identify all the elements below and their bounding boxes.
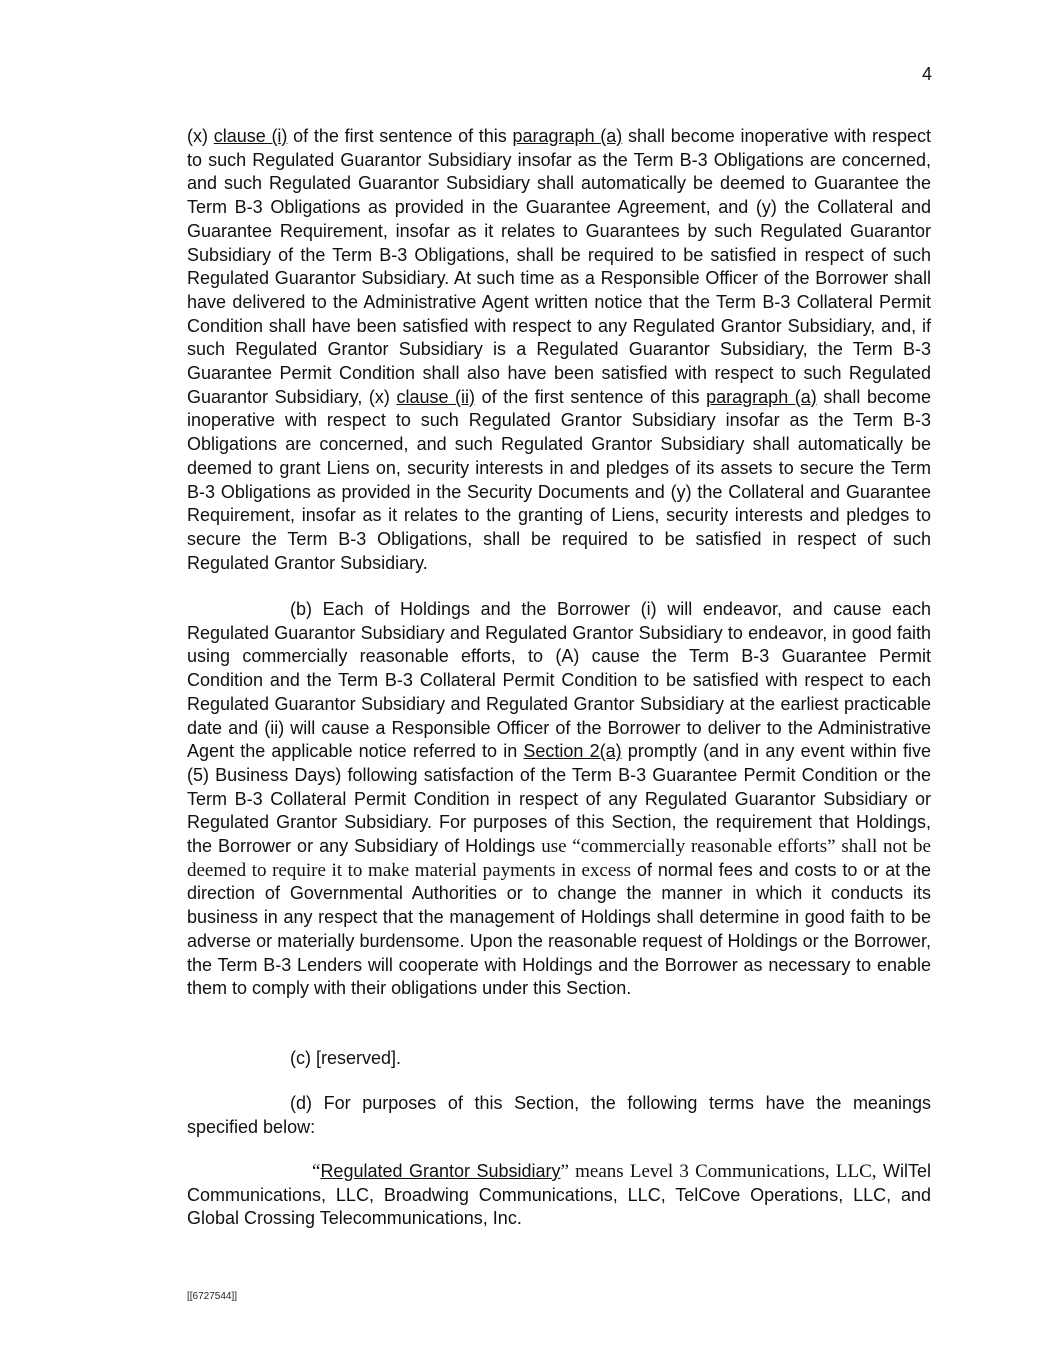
text-run: (x)	[187, 126, 214, 146]
section-2a-reference: Section 2(a)	[523, 741, 622, 762]
open-quote: “	[312, 1161, 321, 1182]
text-run: of normal fees and costs to or at the direction of Governmental Authorities or to change the manner in which it conducts its business in any respect that the management of Holdings shall determine in good faith to be adverse or materially burdensome. Upon the reasonable request of Holdings or the Borrower, the Term B-3 Lenders will cooperate with Holdings and the Borrower as necessary to enable them to comply with their obligations under this Section.	[187, 859, 931, 999]
clause-ii-reference: clause (ii)	[396, 386, 476, 407]
serif-text-run: use “commercially reasonable efforts” shall not be deemed to require it to make material payments in excess	[187, 836, 931, 881]
paragraph-a-reference: paragraph (a)	[706, 386, 817, 407]
paragraph-a-continuation	[187, 125, 931, 575]
text-run: shall become inoperative with respect to such Regulated Grantor Subsidiary insofar as the Term B-3 Obligations are concerned, and such Regulated Grantor Subsidiary shall automatically be deemed to grant Liens on, security interests in and pledges of its assets to secure the Term B-3 Obligations as provided in the Security Documents and (y) the Collateral and Guarantee Requirement, insofar as it relates to the granting of Liens, security interests and pledges to secure the Term B-3 Obligations, shall be required to be satisfied in respect of such Regulated Grantor Subsidiary.	[187, 386, 931, 573]
text-run: of the first sentence of this	[287, 126, 513, 146]
defined-term: Regulated Grantor Subsidiary	[320, 1161, 561, 1181]
page-number: 4	[921, 64, 932, 84]
paragraph-d	[187, 1092, 931, 1139]
text-run: WilTel Communications, LLC, Broadwing Communications, LLC, TelCove Operations, LLC, and Global Crossing Telecommunications, Inc.	[187, 1161, 931, 1229]
text-run: shall become inoperative with respect to such Regulated Guarantor Subsidiary insofar as the Term B-3 Obligations are concerned, and such Regulated Guarantor Subsidiary shall automatically be deemed to Guarantee the Term B-3 Obligations as provided in the Guarantee Agreement, and (y) the Collateral and Guarantee Requirement, insofar as it relates to Guarantees by such Regulated Guarantor Subsidiary of the Term B-3 Obligations, shall be required to be satisfied in respect of such Regulated Guarantor Subsidiary. At such time as a Responsible Officer of the Borrower shall have delivered to the Administrative Agent written notice that the Term B-3 Collateral Permit Condition shall have been satisfied with respect to any Regulated Grantor Subsidiary, and, if such Regulated Grantor Subsidiary is a Regulated Guarantor Subsidiary, the Term B-3 Guarantee Permit Condition shall also have been satisfied with respect to such Regulated Guarantor Subsidiary, (x)	[187, 126, 931, 407]
paragraph-a-reference: paragraph (a)	[512, 126, 623, 146]
document-id: [[6727544]]	[187, 1291, 238, 1302]
text-run: promptly (and in any event within five (5) Business Days) following satisfaction of the Term B-3 Guarantee Permit Condition or the Term B-3 Collateral Permit Condition in respect of any Regulated Guarantor Subsidiary or Regulated Grantor Subsidiary. For purposes of this Section, the requirement that Holdings, the Borrower or any Subsidiary of Holdings	[187, 741, 931, 857]
text-run: (b) Each of Holdings and the Borrower (i) will endeavor, and cause each Regulated Guarantor Subsidiary and Regulated Grantor Subsidiary to endeavor, in good faith using commercially reasonable efforts, to (A) cause the Term B-3 Guarantee Permit Condition and the Term B-3 Collateral Permit Condition to be satisfied with respect to each Regulated Guarantor Subsidiary and Regulated Grantor Subsidiary at the earliest practicable date and (ii) will cause a Responsible Officer of the Borrower to deliver to the Administrative Agent the applicable notice referred to in	[187, 599, 931, 762]
paragraph-b	[187, 598, 931, 1001]
clause-i-reference: clause (i)	[213, 126, 288, 146]
text-run: of the first sentence of this	[475, 386, 707, 407]
text-run: (c) [reserved].	[290, 1048, 402, 1068]
definition-regulated-grantor-subsidiary	[187, 1160, 931, 1231]
serif-text-run: ” means Level 3 Communications, LLC,	[560, 1161, 877, 1182]
text-run: (d) For purposes of this Section, the following terms have the meanings specified below:	[187, 1093, 931, 1137]
paragraph-c	[187, 1047, 931, 1071]
